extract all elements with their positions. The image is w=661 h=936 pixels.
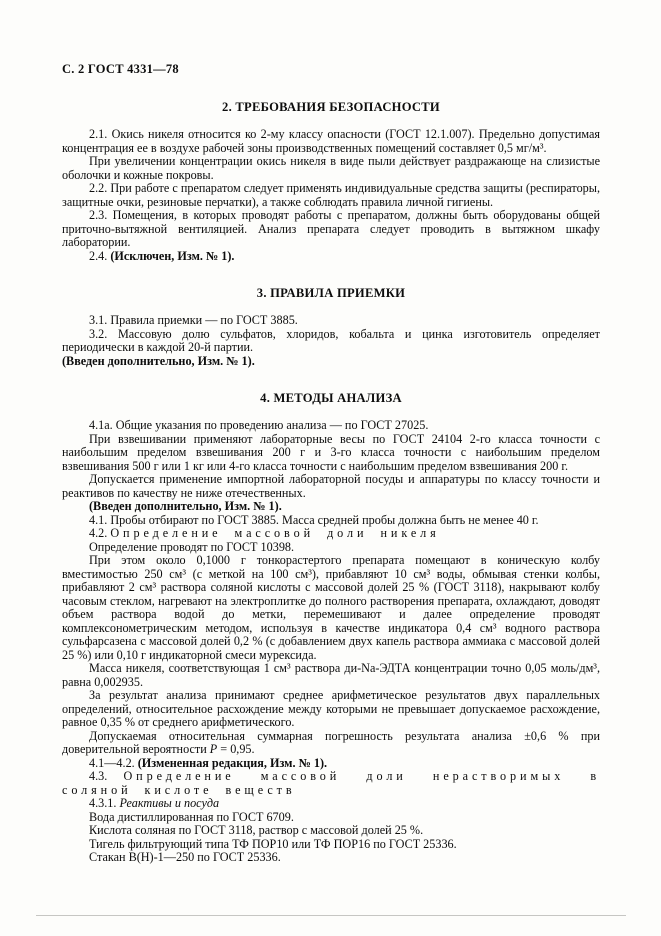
text-run: За результат анализа принимают среднее арифметическое результатов двух параллельных определений, относительное расхождение между которыми не превышает допускаемое расхождение, равное 0,35 % от среднего арифметического.	[62, 688, 600, 729]
text-run: 2.3. Помещения, в которых проводят работы с препаратом, должны быть оборудованы общей приточно-вытяжной вентиляцией. Анализ препарата следует проводить в вытяжном шкафу лаборатории.	[62, 208, 600, 249]
paragraph	[62, 182, 600, 209]
paragraph	[62, 689, 600, 730]
paragraph	[62, 541, 600, 555]
section-heading: 2. ТРЕБОВАНИЯ БЕЗОПАСНОСТИ	[222, 100, 440, 114]
text-run: Определение массовой доли никеля	[110, 526, 440, 540]
text-run: (Исключен, Изм. № 1).	[110, 248, 235, 263]
text-run: 4.1. Пробы отбирают по ГОСТ 3885. Масса средней пробы должна быть не менее 40 г.	[89, 512, 539, 527]
paragraph	[62, 851, 600, 865]
paragraph	[62, 328, 600, 355]
text-run: 4.1а. Общие указания по проведению анализа — по ГОСТ 27025.	[89, 418, 429, 432]
paragraph	[62, 314, 600, 328]
text-run: = 0,95.	[217, 742, 255, 756]
section-heading: 3. ПРАВИЛА ПРИЕМКИ	[256, 286, 406, 300]
paragraph	[62, 770, 600, 797]
paragraph	[62, 433, 600, 474]
text-run: При этом около 0,1000 г тонкорастертого препарата помещают в коническую колбу вместимостью 250 см³ (с меткой на 100 см³), прибавляют 10 см³ воды, обмывая стенки колбы, прибавляют 2 см³ раствора соляной кислоты с массовой долей 25 % (ГОСТ 3118), накрывают колбу часовым стеклом, нагревают на электроплитке до полного растворения препарата, охлаждают, доводят объем раствора водой до метки, перемешивают и далее определение проводят комплексонометрическим методом, используя в качестве индикатора 0,4 см³ водного раствора сульфарсазена с массовой долей 0,2 % (с добавлением двух капель раствора аммиака с массовой долей 25 %) или 0,10 г индикаторной смеси мурексида.	[62, 553, 600, 662]
page-header: С. 2 ГОСТ 4331—78	[62, 62, 179, 76]
paragraph	[62, 250, 600, 264]
text-run: Определение проводят по ГОСТ 10398.	[89, 539, 295, 554]
paragraph	[62, 155, 600, 182]
text-run: Определение массовой доли нерастворимых в соляной кислоте веществ	[62, 769, 600, 797]
document-body	[62, 100, 600, 865]
text-run: (Введен дополнительно, Изм. № 1).	[62, 353, 255, 368]
paragraph	[62, 824, 600, 838]
text-run: 4.3.	[89, 769, 124, 783]
text-run: Масса никеля, соответствующая 1 см³ раствора ди-Na-ЭДТА концентрации точно 0,05 моль/дм³, равна 0,002935.	[62, 661, 600, 689]
text-run: 2.1. Окись никеля относится ко 2-му классу опасности (ГОСТ 12.1.007). Предельно допустимая концентрация ее в воздухе рабочей зоны производственных помещений составляет 0,5 мг/м³.	[62, 127, 600, 155]
paragraph	[62, 757, 600, 771]
text-run: При увеличении концентрации окись никеля в виде пыли действует раздражающе на слизистые оболочки и кожные покровы.	[62, 154, 600, 182]
paragraph	[62, 662, 600, 689]
text-run: 3.1. Правила приемки — по ГОСТ 3885.	[89, 313, 298, 327]
scan-artifact-line	[36, 915, 626, 916]
text-run: Стакан В(Н)-1—250 по ГОСТ 25336.	[89, 850, 281, 864]
document-content	[62, 62, 600, 865]
text-run: Реактивы и посуда	[119, 796, 220, 810]
paragraph	[62, 473, 600, 500]
text-run: Вода дистиллированная по ГОСТ 6709.	[89, 809, 294, 824]
paragraph	[62, 419, 600, 433]
text-run: При взвешивании применяют лабораторные весы по ГОСТ 24104 2-го класса точности с наибольшим пределом взвешивания 200 г и 3-го класса точности с наибольшим пределом взвешивания 500 г или 1 кг или 4-го класса точности с наибольшим пределом взвешивания 200 г.	[62, 431, 600, 473]
text-run: (Измененная редакция, Изм. № 1).	[137, 755, 328, 770]
text-run: (Введен дополнительно, Изм. № 1).	[89, 499, 282, 513]
section-heading: 4. МЕТОДЫ АНАЛИЗА	[260, 391, 402, 405]
paragraph	[62, 128, 600, 155]
paragraph	[62, 514, 600, 528]
text-run: Допускается применение импортной лабораторной посуды и аппаратуры по классу точности и реактивов по качеству не ниже отечественных.	[62, 472, 600, 500]
paragraph	[62, 811, 600, 825]
text-run: 2.4.	[89, 248, 111, 263]
paragraph	[62, 554, 600, 662]
text-run: Тигель фильтрующий типа ТФ ПОР10 или ТФ ПОР16 по ГОСТ 25336.	[89, 836, 457, 851]
paragraph	[62, 527, 600, 541]
text-run: 4.3.1.	[89, 796, 120, 810]
text-run: Р	[209, 742, 218, 756]
text-run: 2.2. При работе с препаратом следует применять индивидуальные средства защиты (респираторы, защитные очки, резиновые перчатки), а также соблюдать правила личной гигиены.	[62, 181, 600, 209]
text-run: 3.2. Массовую долю сульфатов, хлоридов, кобальта и цинка изготовитель определяет периодически в каждой 20-й партии.	[62, 326, 600, 354]
text-run: Кислота соляная по ГОСТ 3118, раствор с массовой долей 25 %.	[89, 823, 424, 837]
paragraph	[62, 500, 600, 514]
paragraph	[62, 838, 600, 852]
text-run: 4.2.	[89, 526, 111, 540]
text-run: 4.1—4.2.	[89, 755, 138, 770]
paragraph	[62, 355, 600, 369]
paragraph	[62, 730, 600, 757]
paragraph	[62, 209, 600, 250]
text-run: Допускаемая относительная суммарная погрешность результата анализа ±0,6 % при доверительной вероятности	[62, 728, 600, 756]
paragraph	[62, 797, 600, 811]
